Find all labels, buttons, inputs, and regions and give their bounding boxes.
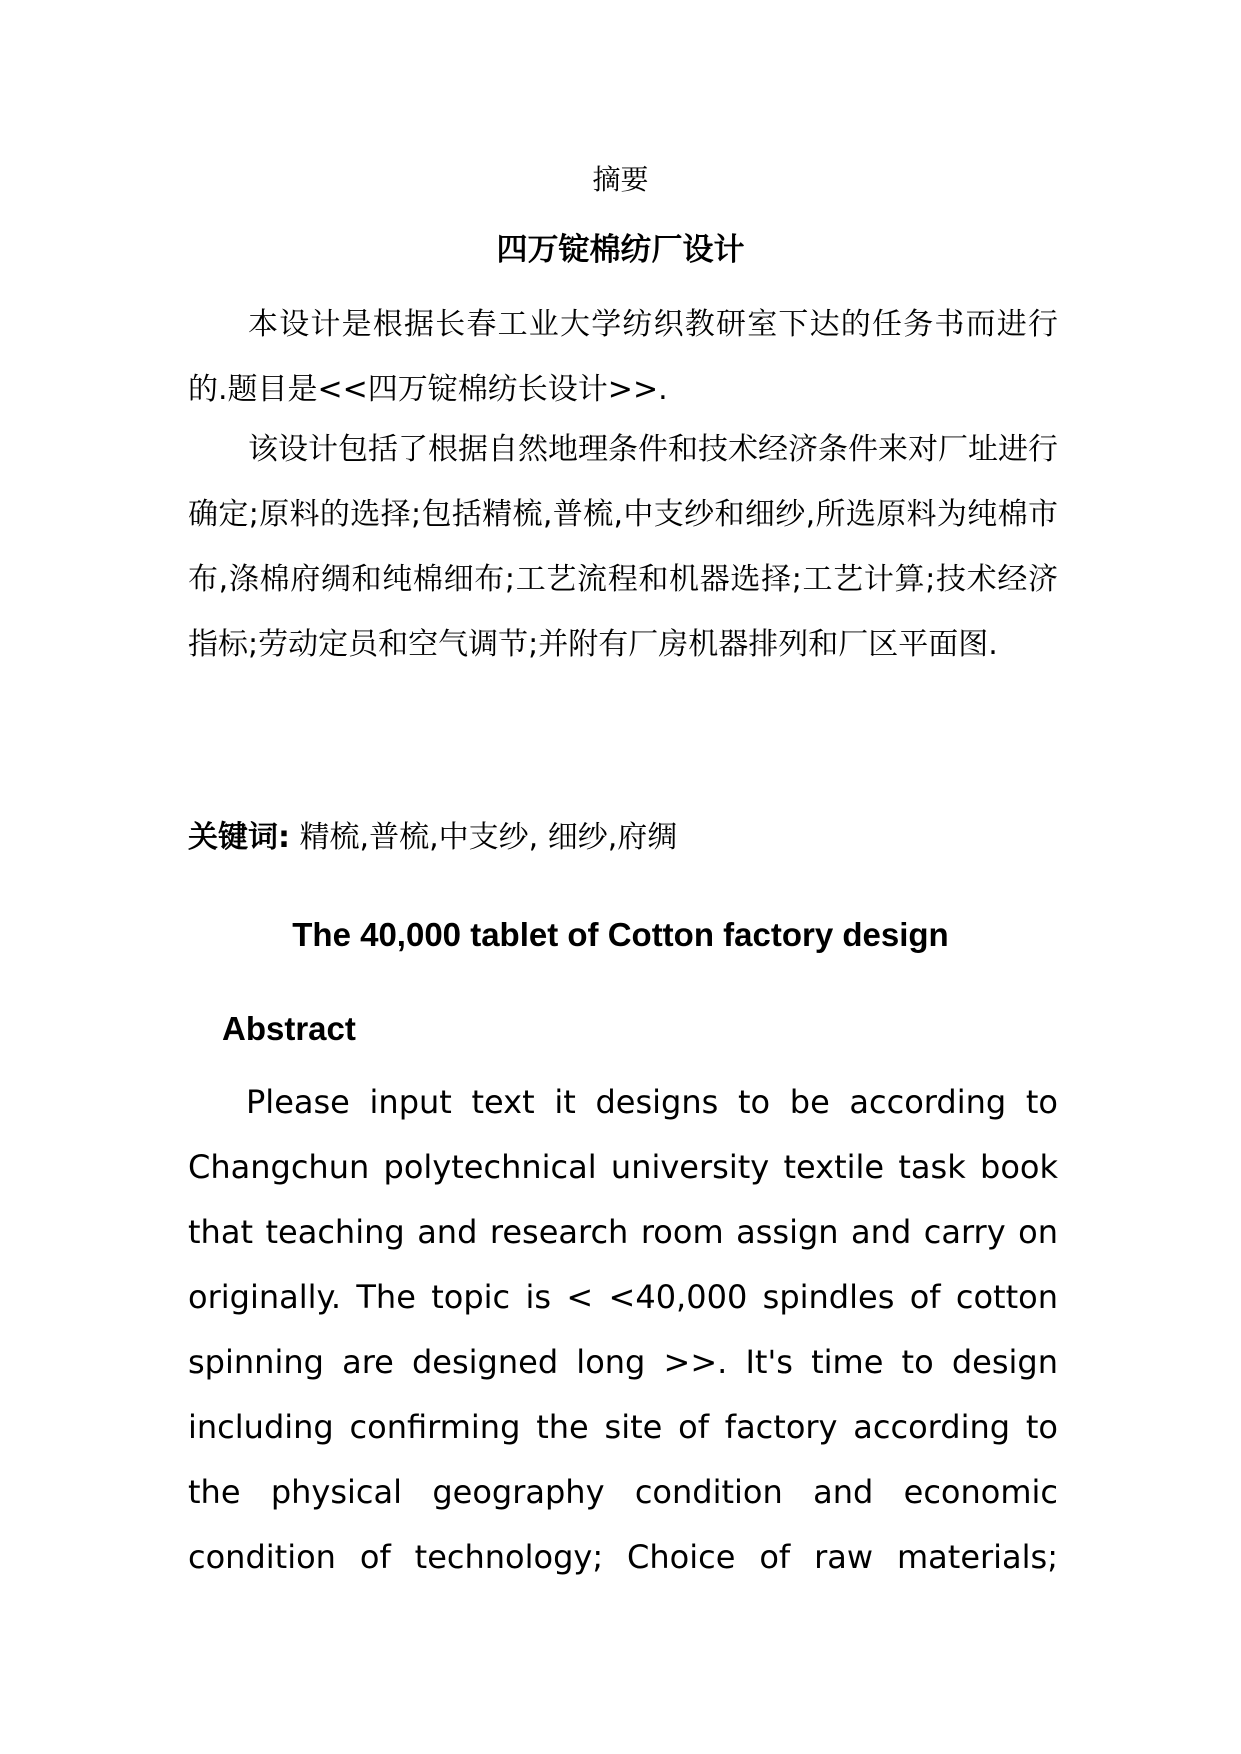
abstract-paragraph-cn-1: 本设计是根据长春工业大学纺织教研室下达的任务书而进行的.题目是<<四万锭棉纺长设计>>. [188,307,1058,407]
keywords-line [188,816,677,860]
title-en: The 40,000 tablet of Cotton factory design [292,916,949,953]
abstract-heading-cn: 摘要 [592,163,649,196]
keywords-label: 关键词: [188,820,290,855]
abstract-paragraph-en: Please input text it designs to be according to Changchun polytechnical university textile task book that teaching and research room assign and carry on originally. The topic is < <40,000 spindles of cotton spinning are designed long >>. It's time to design including confirming the site of factory according to the physical geography condition and economic condition of technology; Choice of raw materials; [188,1083,1058,1576]
abstract-paragraph-cn-2: 该设计包括了根据自然地理条件和技术经济条件来对厂址进行确定;原料的选择;包括精梳,普梳,中支纱和细纱,所选原料为纯棉市布,涤棉府绸和纯棉细布;工艺流程和机器选择;工艺计算;技术经济指标;劳动定员和空气调节;并附有厂房机器排列和厂区平面图. [188,432,1058,662]
abstract-heading-en: Abstract [222,1010,356,1047]
title-cn: 四万锭棉纺厂设计 [496,232,745,268]
keywords-values: 精梳,普梳,中支纱, 细纱,府绸 [299,820,678,855]
